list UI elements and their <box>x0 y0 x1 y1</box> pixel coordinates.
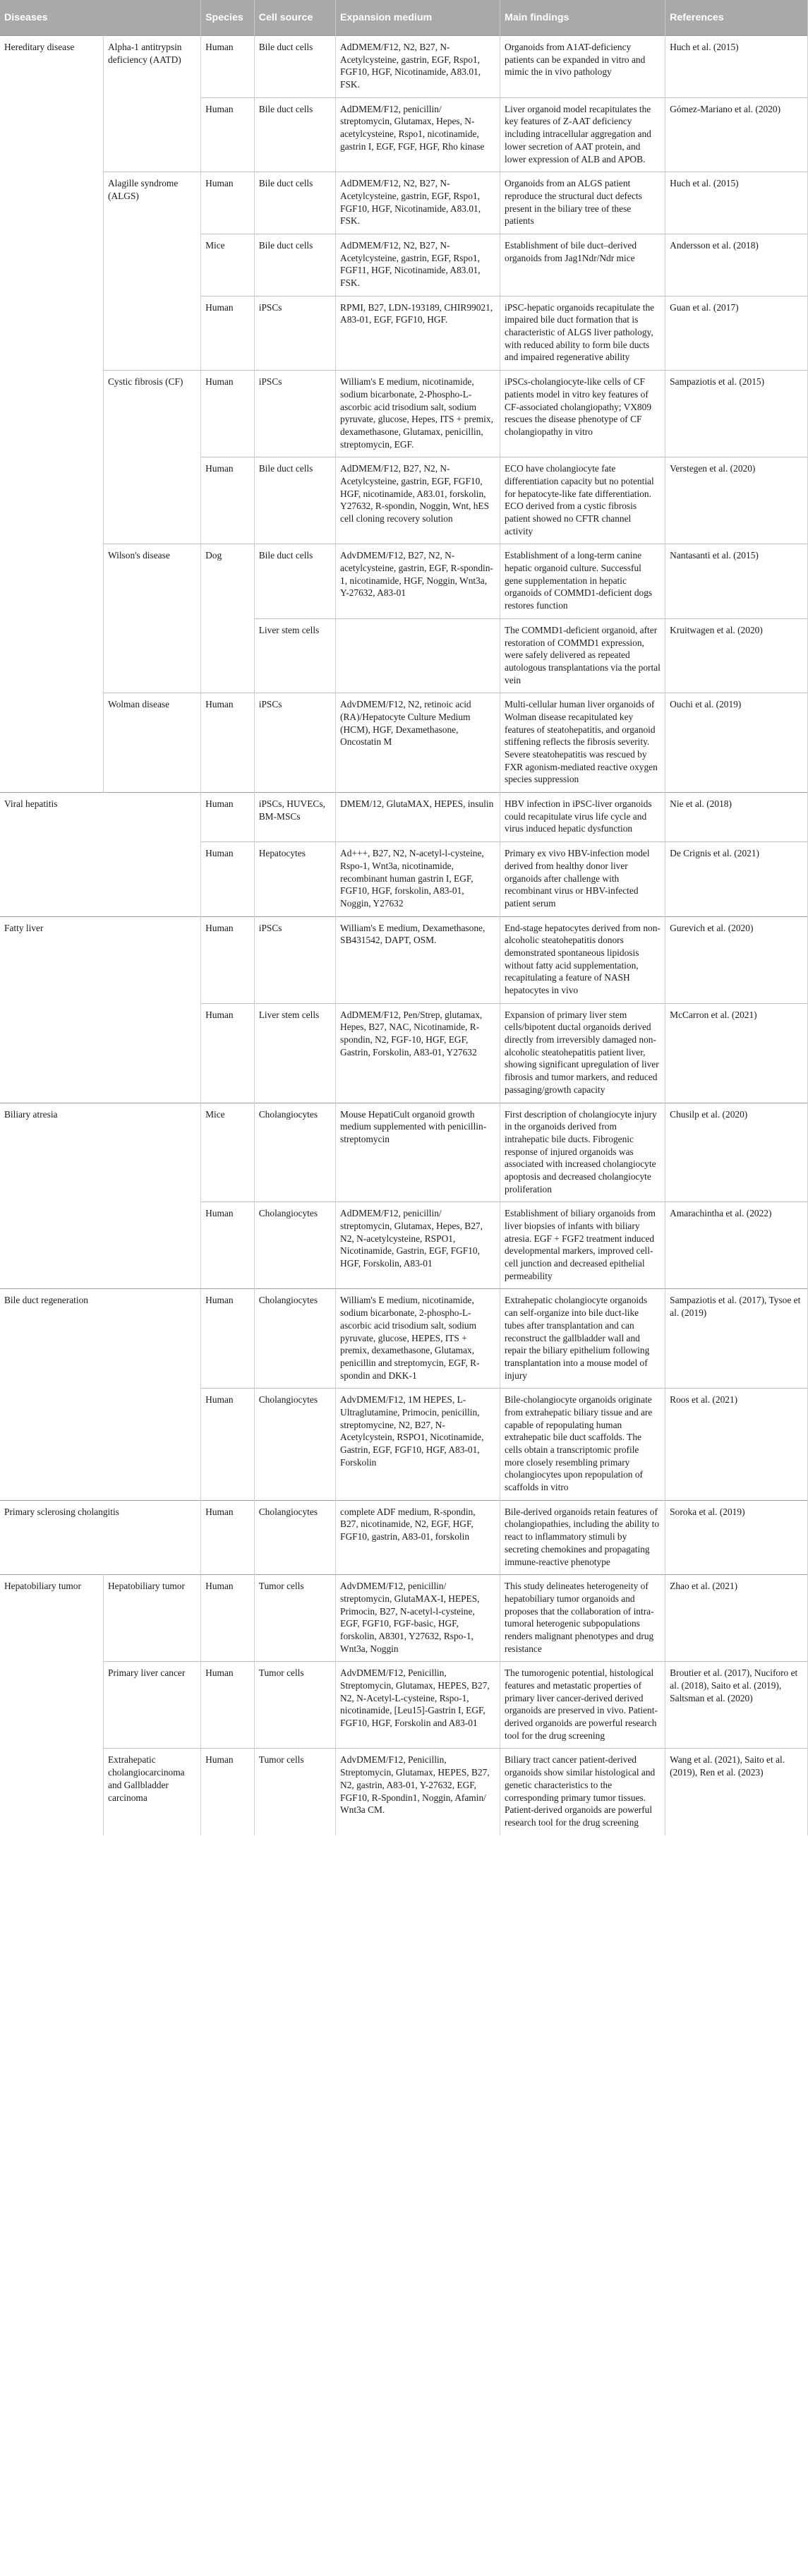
table-row <box>0 1662 808 1749</box>
medium-cell: AdDMEM/F12, B27, N2, N-Acetylcysteine, gastrin, EGF, FGF10, HGF, nicotinamide, A83.01, forskolin, Y27632, R-spondin, Noggin, Wnt, hES cell cloning recovery solution <box>336 457 500 544</box>
references-cell: Soroka et al. (2019) <box>665 1500 808 1574</box>
references-cell: Roos et al. (2021) <box>665 1389 808 1501</box>
medium-cell: William's E medium, nicotinamide, sodium bicarbonate, 2-phospho-L-ascorbic acid trisodium salt, sodium pyruvate, glucose, HEPES, ITS + premix, dexamethasone, Glutamax, penicillin and streptomycin, EGF, R-spondin and DKK-1 <box>336 1289 500 1389</box>
table-row <box>0 916 808 1003</box>
findings-cell: Bile-derived organoids retain features of cholangiopathies, including the ability to react to inflammatory stimuli by secreting chemokines and propagating immune-reactive phenotype <box>500 1500 665 1574</box>
species-cell: Human <box>201 916 255 1003</box>
findings-cell: Primary ex vivo HBV-infection model derived from healthy donor liver organoids after challenge with recombinant virus or HBV-infected patient serum <box>500 842 665 916</box>
medium-cell: AdvDMEM/F12, Penicillin, Streptomycin, Glutamax, HEPES, B27, N2, N-Acetyl-L-cysteine, Rspo-1, nicotinamide, [Leu15]-Gastrin I, EGF, FGF10, HGF, Forskolin and A83-01 <box>336 1662 500 1749</box>
cell-source-cell: Cholangiocytes <box>254 1103 335 1202</box>
findings-cell: Organoids from A1AT-deficiency patients can be expanded in vitro and mimic the in vivo pathology <box>500 36 665 98</box>
cell-source-cell: Cholangiocytes <box>254 1202 335 1289</box>
cell-source-cell: iPSCs <box>254 296 335 370</box>
medium-cell: William's E medium, Dexamethasone, SB431542, DAPT, OSM. <box>336 916 500 1003</box>
medium-cell: DMEM/12, GlutaMAX, HEPES, insulin <box>336 793 500 842</box>
references-cell: Wang et al. (2021), Saito et al. (2019), Ren et al. (2023) <box>665 1749 808 1835</box>
cell-source-cell: Bile duct cells <box>254 36 335 98</box>
disease-subgroup: Alpha-1 antitrypsin deficiency (AATD) <box>104 36 201 172</box>
cell-source-cell: Bile duct cells <box>254 172 335 234</box>
findings-cell: Establishment of biliary organoids from liver biopsies of infants with biliary atresia. EGF + FGF2 treatment induced developmental markers, improved cell-cell junction and decreased epithelial permeability <box>500 1202 665 1289</box>
disease-subgroup: Primary liver cancer <box>104 1662 201 1749</box>
disease-subgroup: Extrahepatic cholangiocarcinoma and Gallbladder carcinoma <box>104 1749 201 1835</box>
disease-group: Viral hepatitis <box>0 793 201 917</box>
species-cell: Human <box>201 1289 255 1389</box>
species-cell: Human <box>201 1749 255 1835</box>
cell-source-cell: Tumor cells <box>254 1662 335 1749</box>
findings-cell: Extrahepatic cholangiocyte organoids can self-organize into bile duct-like tubes after transplantation and can reconstruct the gallbladder wall and repair the biliary epithelium following transplantation into a mouse model of injury <box>500 1289 665 1389</box>
species-cell: Human <box>201 371 255 457</box>
medium-cell: RPMI, B27, LDN-193189, CHIR99021, A83-01, EGF, FGF10, HGF. <box>336 296 500 370</box>
cell-source-cell: Bile duct cells <box>254 457 335 544</box>
species-cell: Mice <box>201 234 255 296</box>
cell-source-cell: Hepatocytes <box>254 842 335 916</box>
header-diseases: Diseases <box>0 0 201 36</box>
medium-cell: AdDMEM/F12, Pen/Strep, glutamax, Hepes, B27, NAC, Nicotinamide, R-spondin, N2, FGF-10, HGF, EGF, Gastrin, Forskolin, A83-01, Y27632 <box>336 1003 500 1103</box>
species-cell: Human <box>201 1389 255 1501</box>
findings-cell: The COMMD1-deficient organoid, after restoration of COMMD1 expression, were safely delivered as repeated autologous transplantations via the portal vein <box>500 618 665 693</box>
references-cell: Guan et al. (2017) <box>665 296 808 370</box>
cell-source-cell: Liver stem cells <box>254 1003 335 1103</box>
header-expansion-medium: Expansion medium <box>336 0 500 36</box>
findings-cell: End-stage hepatocytes derived from non-alcoholic steatohepatitis donors demonstrated spontaneous lipidosis without fatty acid supplementation, recapitulating a feature of NASH hepatocytes in vivo <box>500 916 665 1003</box>
species-cell: Human <box>201 1500 255 1574</box>
references-cell: Broutier et al. (2017), Nuciforo et al. (2018), Saito et al. (2019), Saltsman et al. (2020) <box>665 1662 808 1749</box>
medium-cell: AdDMEM/F12, penicillin/ streptomycin, Glutamax, Hepes, N-acetylcysteine, Rspo1, nicotinamide, gastrin I, EGF, FGF, HGF, Rho kinase <box>336 97 500 172</box>
findings-cell: This study delineates heterogeneity of hepatobiliary tumor organoids and proposes that the collaboration of intra-tumoral heterogenic subpopulations renders malignant phenotypes and drug resistance <box>500 1575 665 1662</box>
disease-group: Bile duct regeneration <box>0 1289 201 1500</box>
disease-subgroup: Wolman disease <box>104 693 201 793</box>
table-row <box>0 1289 808 1389</box>
species-cell: Human <box>201 1662 255 1749</box>
references-cell: Verstegen et al. (2020) <box>665 457 808 544</box>
cell-source-cell: Tumor cells <box>254 1749 335 1835</box>
species-cell: Mice <box>201 1103 255 1202</box>
cell-source-cell: Bile duct cells <box>254 234 335 296</box>
cell-source-cell: Liver stem cells <box>254 618 335 693</box>
disease-subgroup: Alagille syndrome (ALGS) <box>104 172 201 371</box>
references-cell: Sampaziotis et al. (2015) <box>665 371 808 457</box>
findings-cell: The tumorogenic potential, histological features and metastatic properties of primary liver cancer-derived derived organoids are preserved in vivo. Patient-derived organoids are powerful research tool for the drug screening <box>500 1662 665 1749</box>
findings-cell: Biliary tract cancer patient-derived organoids show similar histological and genetic characteristics to the corresponding primary tumor tissues. Patient-derived organoids are powerful research tool for the drug screening <box>500 1749 665 1835</box>
species-cell: Human <box>201 1003 255 1103</box>
table-row <box>0 172 808 234</box>
species-cell: Human <box>201 1575 255 1662</box>
findings-cell: Establishment of bile duct–derived organoids from Jag1Ndr/Ndr mice <box>500 234 665 296</box>
medium-cell: AdvDMEM/F12, N2, retinoic acid (RA)/Hepatocyte Culture Medium (HCM), HGF, Dexamethasone, Oncostatin M <box>336 693 500 793</box>
species-cell: Human <box>201 693 255 793</box>
disease-group: Hereditary disease <box>0 36 104 793</box>
medium-cell: Mouse HepatiCult organoid growth medium supplemented with penicillin-streptomycin <box>336 1103 500 1202</box>
medium-cell <box>336 618 500 693</box>
species-cell: Dog <box>201 544 255 693</box>
findings-cell: First description of cholangiocyte injury in the organoids derived from intrahepatic bile ducts. Fibrogenic response of injured organoids was associated with increased cholangiocyte apoptosis and decreased cholangiocyte proliferation <box>500 1103 665 1202</box>
cell-source-cell: iPSCs, HUVECs, BM-MSCs <box>254 793 335 842</box>
table-row <box>0 1103 808 1202</box>
references-cell: Gómez-Mariano et al. (2020) <box>665 97 808 172</box>
table-row <box>0 1749 808 1835</box>
references-cell: McCarron et al. (2021) <box>665 1003 808 1103</box>
cell-source-cell: Cholangiocytes <box>254 1389 335 1501</box>
medium-cell: AdvDMEM/F12, Penicillin, Streptomycin, Glutamax, HEPES, B27, N2, gastrin, A83-01, Y-27632, EGF, FGF10, R-Spondin1, Noggin, Afamin/ Wnt3a CM. <box>336 1749 500 1835</box>
medium-cell: William's E medium, nicotinamide, sodium bicarbonate, 2-Phospho-L-ascorbic acid trisodium salt, sodium pyruvate, glucose, Hepes, ITS + premix, dexamethasone, Glutamax, penicillin, streptomycin, EGF. <box>336 371 500 457</box>
references-cell: Ouchi et al. (2019) <box>665 693 808 793</box>
disease-group: Hepatobiliary tumor <box>0 1575 104 1835</box>
medium-cell: AdvDMEM/F12, penicillin/ streptomycin, GlutaMAX-I, HEPES, Primocin, B27, N-acetyl-l-cysteine, EGF, FGF10, FGF-basic, HGF, forskolin, A8301, Y27632, Rspo-1, Wnt3a, Noggin <box>336 1575 500 1662</box>
species-cell: Human <box>201 457 255 544</box>
header-species: Species <box>201 0 255 36</box>
table-row <box>0 1500 808 1574</box>
references-cell: Sampaziotis et al. (2017), Tysoe et al. (2019) <box>665 1289 808 1389</box>
medium-cell: Ad+++, B27, N2, N-acetyl-l-cysteine, Rspo-1, Wnt3a, nicotinamide, recombinant human gastrin I, EGF, FGF10, HGF, forskolin, A83-01, Noggin, Y27632 <box>336 842 500 916</box>
species-cell: Human <box>201 1202 255 1289</box>
references-cell: Chusilp et al. (2020) <box>665 1103 808 1202</box>
species-cell: Human <box>201 842 255 916</box>
species-cell: Human <box>201 793 255 842</box>
species-cell: Human <box>201 172 255 234</box>
findings-cell: ECO have cholangiocyte fate differentiation capacity but no potential for hepatocyte-like fate differentiation. ECO derived from a cystic fibrosis patient showed no CFTR channel activity <box>500 457 665 544</box>
table-row <box>0 544 808 618</box>
cell-source-cell: iPSCs <box>254 693 335 793</box>
table-row <box>0 36 808 98</box>
references-cell: De Crignis et al. (2021) <box>665 842 808 916</box>
header-cell-source: Cell source <box>254 0 335 36</box>
cell-source-cell: Cholangiocytes <box>254 1500 335 1574</box>
medium-cell: AdDMEM/F12, N2, B27, N-Acetylcysteine, gastrin, EGF, Rspo1, FGF10, HGF, Nicotinamide, A83.01, FSK. <box>336 172 500 234</box>
disease-subgroup: Hepatobiliary tumor <box>104 1575 201 1662</box>
findings-cell: Liver organoid model recapitulates the key features of Z-AAT deficiency including intracellular aggregation and lower secretion of AAT protein, and lower expression of ALB and APOB. <box>500 97 665 172</box>
disease-group: Biliary atresia <box>0 1103 201 1289</box>
references-cell: Andersson et al. (2018) <box>665 234 808 296</box>
table-row <box>0 793 808 842</box>
medium-cell: AdDMEM/F12, penicillin/ streptomycin, Glutamax, Hepes, B27, N2, N-acetylcysteine, RSPO1, Nicotinamide, Gastrin, EGF, FGF10, HGF, Forskolin, A83-01 <box>336 1202 500 1289</box>
findings-cell: iPSC-hepatic organoids recapitulate the impaired bile duct formation that is characteristic of ALGS liver pathology, with reduced ability to form bile ducts and impaired regenerative ability <box>500 296 665 370</box>
references-cell: Nantasanti et al. (2015) <box>665 544 808 618</box>
references-cell: Amarachintha et al. (2022) <box>665 1202 808 1289</box>
medium-cell: AdvDMEM/F12, 1M HEPES, L-Ultraglutamine, Primocin, penicillin, streptomycine, N2, B27, N-Acetylcystein, RSPO1, Nicotinamide, Gastrin, EGF, FGF10, HGF, A83-01, Forskolin <box>336 1389 500 1501</box>
medium-cell: complete ADF medium, R-spondin, B27, nicotinamide, N2, EGF, HGF, FGF10, gastrin, A83-01, forskolin <box>336 1500 500 1574</box>
findings-cell: iPSCs-cholangiocyte-like cells of CF patients model in vitro key features of CF-associated cholangiopathy; VX809 rescues the disease phenotype of CF cholangiopathy in vitro <box>500 371 665 457</box>
cell-source-cell: Tumor cells <box>254 1575 335 1662</box>
references-cell: Gurevich et al. (2020) <box>665 916 808 1003</box>
references-cell: Huch et al. (2015) <box>665 172 808 234</box>
header-main-findings: Main findings <box>500 0 665 36</box>
disease-group: Fatty liver <box>0 916 201 1103</box>
cell-source-cell: Cholangiocytes <box>254 1289 335 1389</box>
findings-cell: Multi-cellular human liver organoids of Wolman disease recapitulated key features of steatohepatitis, and organoid stiffening reflects the fibrosis severity. Severe steatohepatitis was rescued by FXR agonism-mediated reactive oxygen species suppression <box>500 693 665 793</box>
header-row <box>0 0 808 36</box>
table-row <box>0 1575 808 1662</box>
references-cell: Kruitwagen et al. (2020) <box>665 618 808 693</box>
medium-cell: AdvDMEM/F12, B27, N2, N-acetylcysteine, gastrin, EGF, R-spondin-1, nicotinamide, HGF, Noggin, Wnt3a, Y-27632, A83-01 <box>336 544 500 618</box>
references-cell: Huch et al. (2015) <box>665 36 808 98</box>
findings-cell: Establishment of a long-term canine hepatic organoid culture. Successful gene supplementation in hepatic organoids of COMMD1-deficient dogs restores function <box>500 544 665 618</box>
findings-cell: Expansion of primary liver stem cells/bipotent ductal organoids derived directly from irreversibly damaged non-alcoholic steatohepatitis patient liver, showing significant upregulation of liver fibrosis and tumor markers, and reduced passaging/growth capacity <box>500 1003 665 1103</box>
findings-cell: Bile-cholangiocyte organoids originate from extrahepatic biliary tissue and are capable of repopulating human extrahepatic bile duct scaffolds. The cells obtain a transcriptomic profile more closely resembling primary cholangiocytes upon repopulation of scaffolds in vitro <box>500 1389 665 1501</box>
species-cell: Human <box>201 296 255 370</box>
findings-cell: Organoids from an ALGS patient reproduce the structural duct defects present in the biliary tree of these patients <box>500 172 665 234</box>
header-references: References <box>665 0 808 36</box>
table-row <box>0 693 808 793</box>
references-cell: Zhao et al. (2021) <box>665 1575 808 1662</box>
cell-source-cell: Bile duct cells <box>254 544 335 618</box>
cell-source-cell: Bile duct cells <box>254 97 335 172</box>
cell-source-cell: iPSCs <box>254 371 335 457</box>
disease-group: Primary sclerosing cholangitis <box>0 1500 201 1574</box>
medium-cell: AdDMEM/F12, N2, B27, N-Acetylcysteine, gastrin, EGF, Rspo1, FGF11, HGF, Nicotinamide, A83.01, FSK. <box>336 234 500 296</box>
cell-source-cell: iPSCs <box>254 916 335 1003</box>
references-cell: Nie et al. (2018) <box>665 793 808 842</box>
findings-cell: HBV infection in iPSC-liver organoids could recapitulate virus life cycle and virus induced hepatic dysfunction <box>500 793 665 842</box>
disease-subgroup: Cystic fibrosis (CF) <box>104 371 201 544</box>
medium-cell: AdDMEM/F12, N2, B27, N-Acetylcysteine, gastrin, EGF, Rspo1, FGF10, HGF, Nicotinamide, A83.01, FSK. <box>336 36 500 98</box>
disease-subgroup: Wilson's disease <box>104 544 201 693</box>
species-cell: Human <box>201 97 255 172</box>
species-cell: Human <box>201 36 255 98</box>
table-row <box>0 371 808 457</box>
